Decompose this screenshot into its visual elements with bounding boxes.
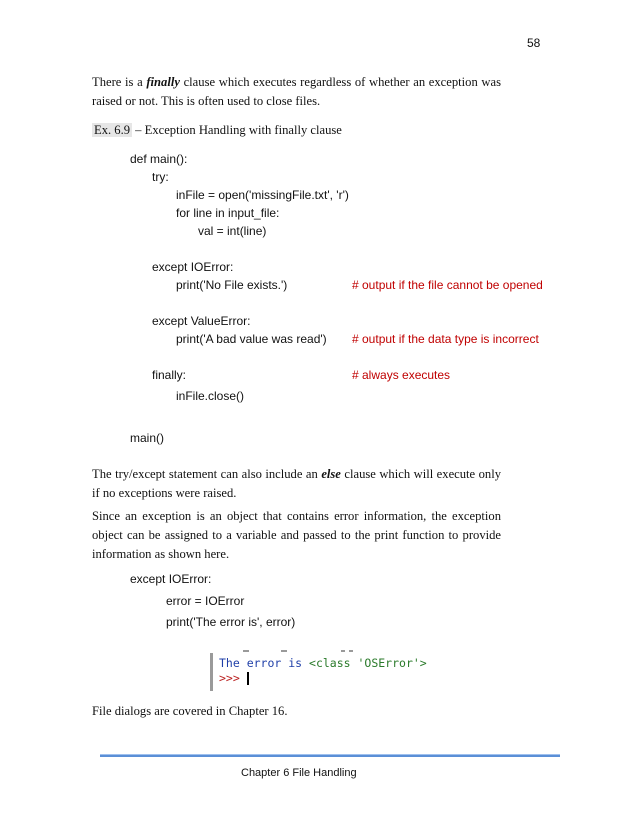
file-dialogs-paragraph: File dialogs are covered in Chapter 16. [92,704,288,718]
code-line: except IOError: [152,260,234,274]
example-caption [92,121,342,140]
code-comment: # always executes [352,368,451,382]
finally-keyword: finally [146,75,180,89]
exception-object-paragraph: Since an exception is an object that contains error information, the exception object can be assigned to a variable and passed to the print function to provide information as shown here. [92,509,501,561]
code-line: main() [130,431,165,445]
example-number: Ex. 6.9 [94,123,131,137]
shell-output-screenshot [210,653,427,691]
code-line: finally: [152,368,187,382]
code-line: for line in input_file: [176,206,280,220]
code-comment: # output if the data type is incorrect [352,332,539,346]
else-paragraph: The try/except statement can also include an else clause which will execute only if no exceptions were raised. [92,467,502,500]
code-comment: # output if the file cannot be opened [352,278,543,292]
page-footer: Chapter 6 File Handling [241,767,357,779]
finally-paragraph: There is a finally clause which executes regardless of whether an exception was raised or not. This is often used to close files. [92,75,501,108]
code-line: except IOError: [130,572,212,586]
code-line: try: [152,170,169,184]
shell-prompt: >>> [219,671,240,685]
code-line: inFile = open('missingFile.txt', 'r') [176,188,349,202]
page-number: 58 [527,36,541,50]
code-line: error = IOError [166,594,245,608]
code-line: val = int(line) [198,224,267,238]
footer-divider [100,755,560,757]
code-line: print('The error is', error) [166,615,296,629]
shell-output-line: The error is <class 'OSError'> [219,656,427,670]
code-line: except ValueError: [152,314,251,328]
example-title: – Exception Handling with finally clause [132,123,342,137]
code-line: inFile.close() [176,389,245,403]
code-line: def main(): [130,152,188,166]
code-line: print('No File exists.') [176,278,288,292]
else-keyword: else [321,467,341,481]
text-cursor [247,672,249,685]
code-line: print('A bad value was read') [176,332,327,346]
